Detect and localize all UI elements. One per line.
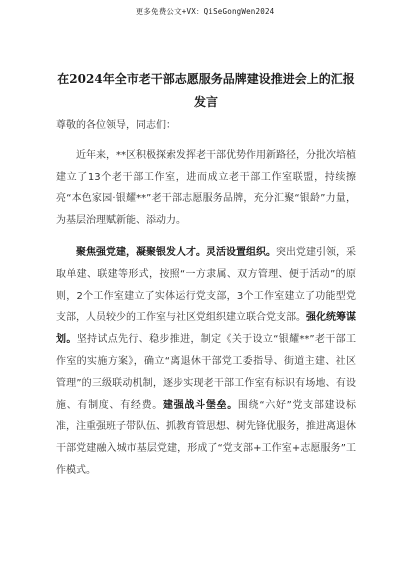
page-header: 更多免费公文+VX：QiSeGongWen2024 [135, 7, 275, 16]
subsection-text: 突出党建引领，采取单建、联建等形式，按照“一方隶属、双方管理、便于活动”的原则，2个工作室建立了实体运行党支部，3个工作室建立了功能型党支部，人员较少的工作室与社区党组织建立联合党支部。 [56, 246, 356, 324]
section-paragraph [56, 242, 356, 482]
document-title: 在2024年全市老干部志愿服务品牌建设推进会上的汇报发言 [57, 72, 355, 109]
subsection-label: 强化统筹谋划。 [56, 312, 356, 346]
salutation: 尊敬的各位领导，同志们： [56, 120, 176, 131]
document-body [56, 115, 356, 492]
subsection-label: 灵活设置组织。 [206, 246, 276, 258]
subsection-text: 围绕“六好”党支部建设标准，注重强班子带队伍、抓教育管思想、树先锋优服务，推进离退休干部党建融入城市基层党建，形成了“党支部+工作室+志愿服务”工作模式。 [56, 399, 356, 476]
intro-paragraph: 近年来，**区积极探索发挥老干部优势作用新路径，分批次培植建立了13个老干部工作室，进而成立老干部工作室联盟，持续擦亮“本色家园·银耀**”老干部志愿服务品牌，充分汇聚“银龄”力量，为基层治理赋新能、添动力。 [56, 149, 356, 227]
subsection-text: 坚持试点先行、稳步推进，制定《关于设立“银耀**”老干部工作室的实施方案》，确立“离退休干部党工委指导、街道主建、社区管理”的三级联动机制，逐步实现老干部工作室有标识有场地、有设施、有制度、有经费。 [56, 334, 356, 411]
section-heading: 聚焦强党建，凝聚银发人才。 [76, 246, 206, 258]
subsection-label: 建强战斗堡垒。 [163, 399, 238, 411]
